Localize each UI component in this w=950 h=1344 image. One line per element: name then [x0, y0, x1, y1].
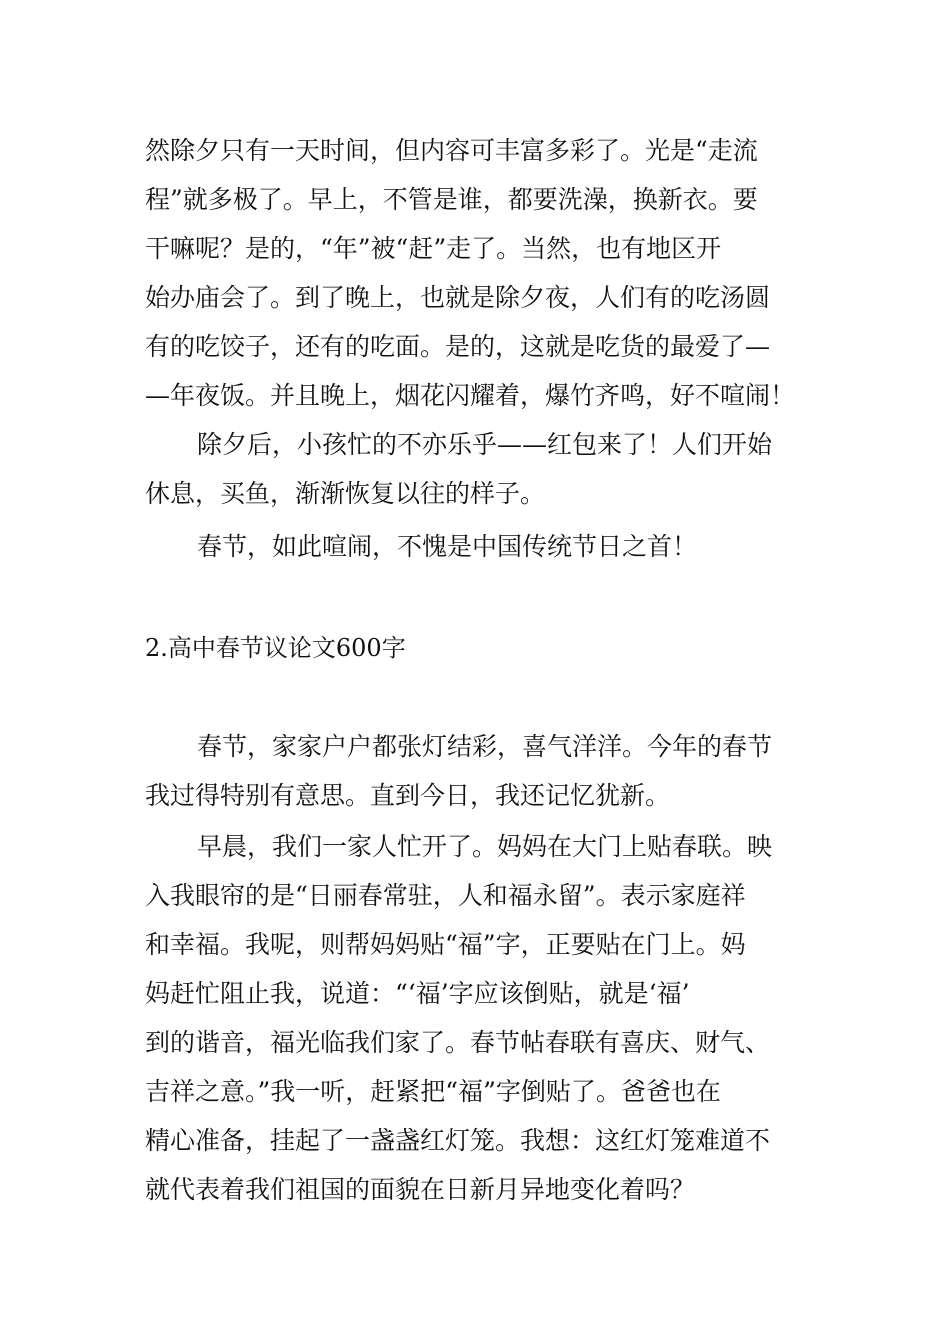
text-line: 除夕后，小孩忙的不亦乐乎——红包来了！人们开始	[197, 430, 773, 459]
text-line: 到的谐音，福光临我们家了。春节帖春联有喜庆、财气、	[145, 1028, 771, 1057]
text-line: 始办庙会了。到了晚上，也就是除夕夜，人们有的吃汤圆	[145, 283, 771, 312]
text-line: 和幸福。我呢，则帮妈妈贴“福”字，正要贴在门上。妈	[145, 930, 746, 959]
text-line: 精心准备，挂起了一盏盏红灯笼。我想：这红灯笼难道不	[145, 1126, 771, 1155]
text-line: 吉祥之意。”我一听，赶紧把“福”字倒贴了。爸爸也在	[145, 1077, 721, 1106]
text-line: 程”就多极了。早上，不管是谁，都要洗澡，换新衣。要	[145, 185, 758, 214]
text-line: 然除夕只有一天时间，但内容可丰富多彩了。光是“走流	[145, 136, 758, 165]
text-line: 春节，家家户户都张灯结彩，喜气洋洋。今年的春节	[197, 732, 773, 761]
text-line: 我过得特别有意思。直到今日，我还记忆犹新。	[145, 781, 671, 810]
paragraph-eve-activities	[145, 126, 810, 420]
paragraph-morning-preparations	[145, 822, 810, 1214]
text-line: 妈赶忙阻止我，说道：“‘福’字应该倒贴，就是‘福’	[145, 979, 690, 1008]
paragraph-after-eve	[145, 420, 810, 518]
text-line: 就代表着我们祖国的面貌在日新月异地变化着吗？	[145, 1175, 696, 1204]
text-line: 有的吃饺子，还有的吃面。是的，这就是吃货的最爱了—	[145, 332, 771, 361]
section-heading: 2.高中春节议论文600字	[145, 634, 406, 662]
text-line: 早晨，我们一家人忙开了。妈妈在大门上贴春联。映	[197, 832, 773, 861]
paragraph-conclusion	[145, 522, 810, 571]
text-line: 干嘛呢？是的，“年”被“赶”走了。当然，也有地区开	[145, 234, 722, 263]
paragraph-festival-intro	[145, 722, 810, 820]
text-line: 春节，如此喧闹，不愧是中国传统节日之首！	[197, 532, 698, 561]
text-line: —年夜饭。并且晚上，烟花闪耀着，爆竹齐鸣，好不喧闹！	[145, 381, 796, 410]
text-line: 休息，买鱼，渐渐恢复以往的样子。	[145, 479, 546, 508]
text-line: 入我眼帘的是“日丽春常驻，人和福永留”。表示家庭祥	[145, 881, 746, 910]
